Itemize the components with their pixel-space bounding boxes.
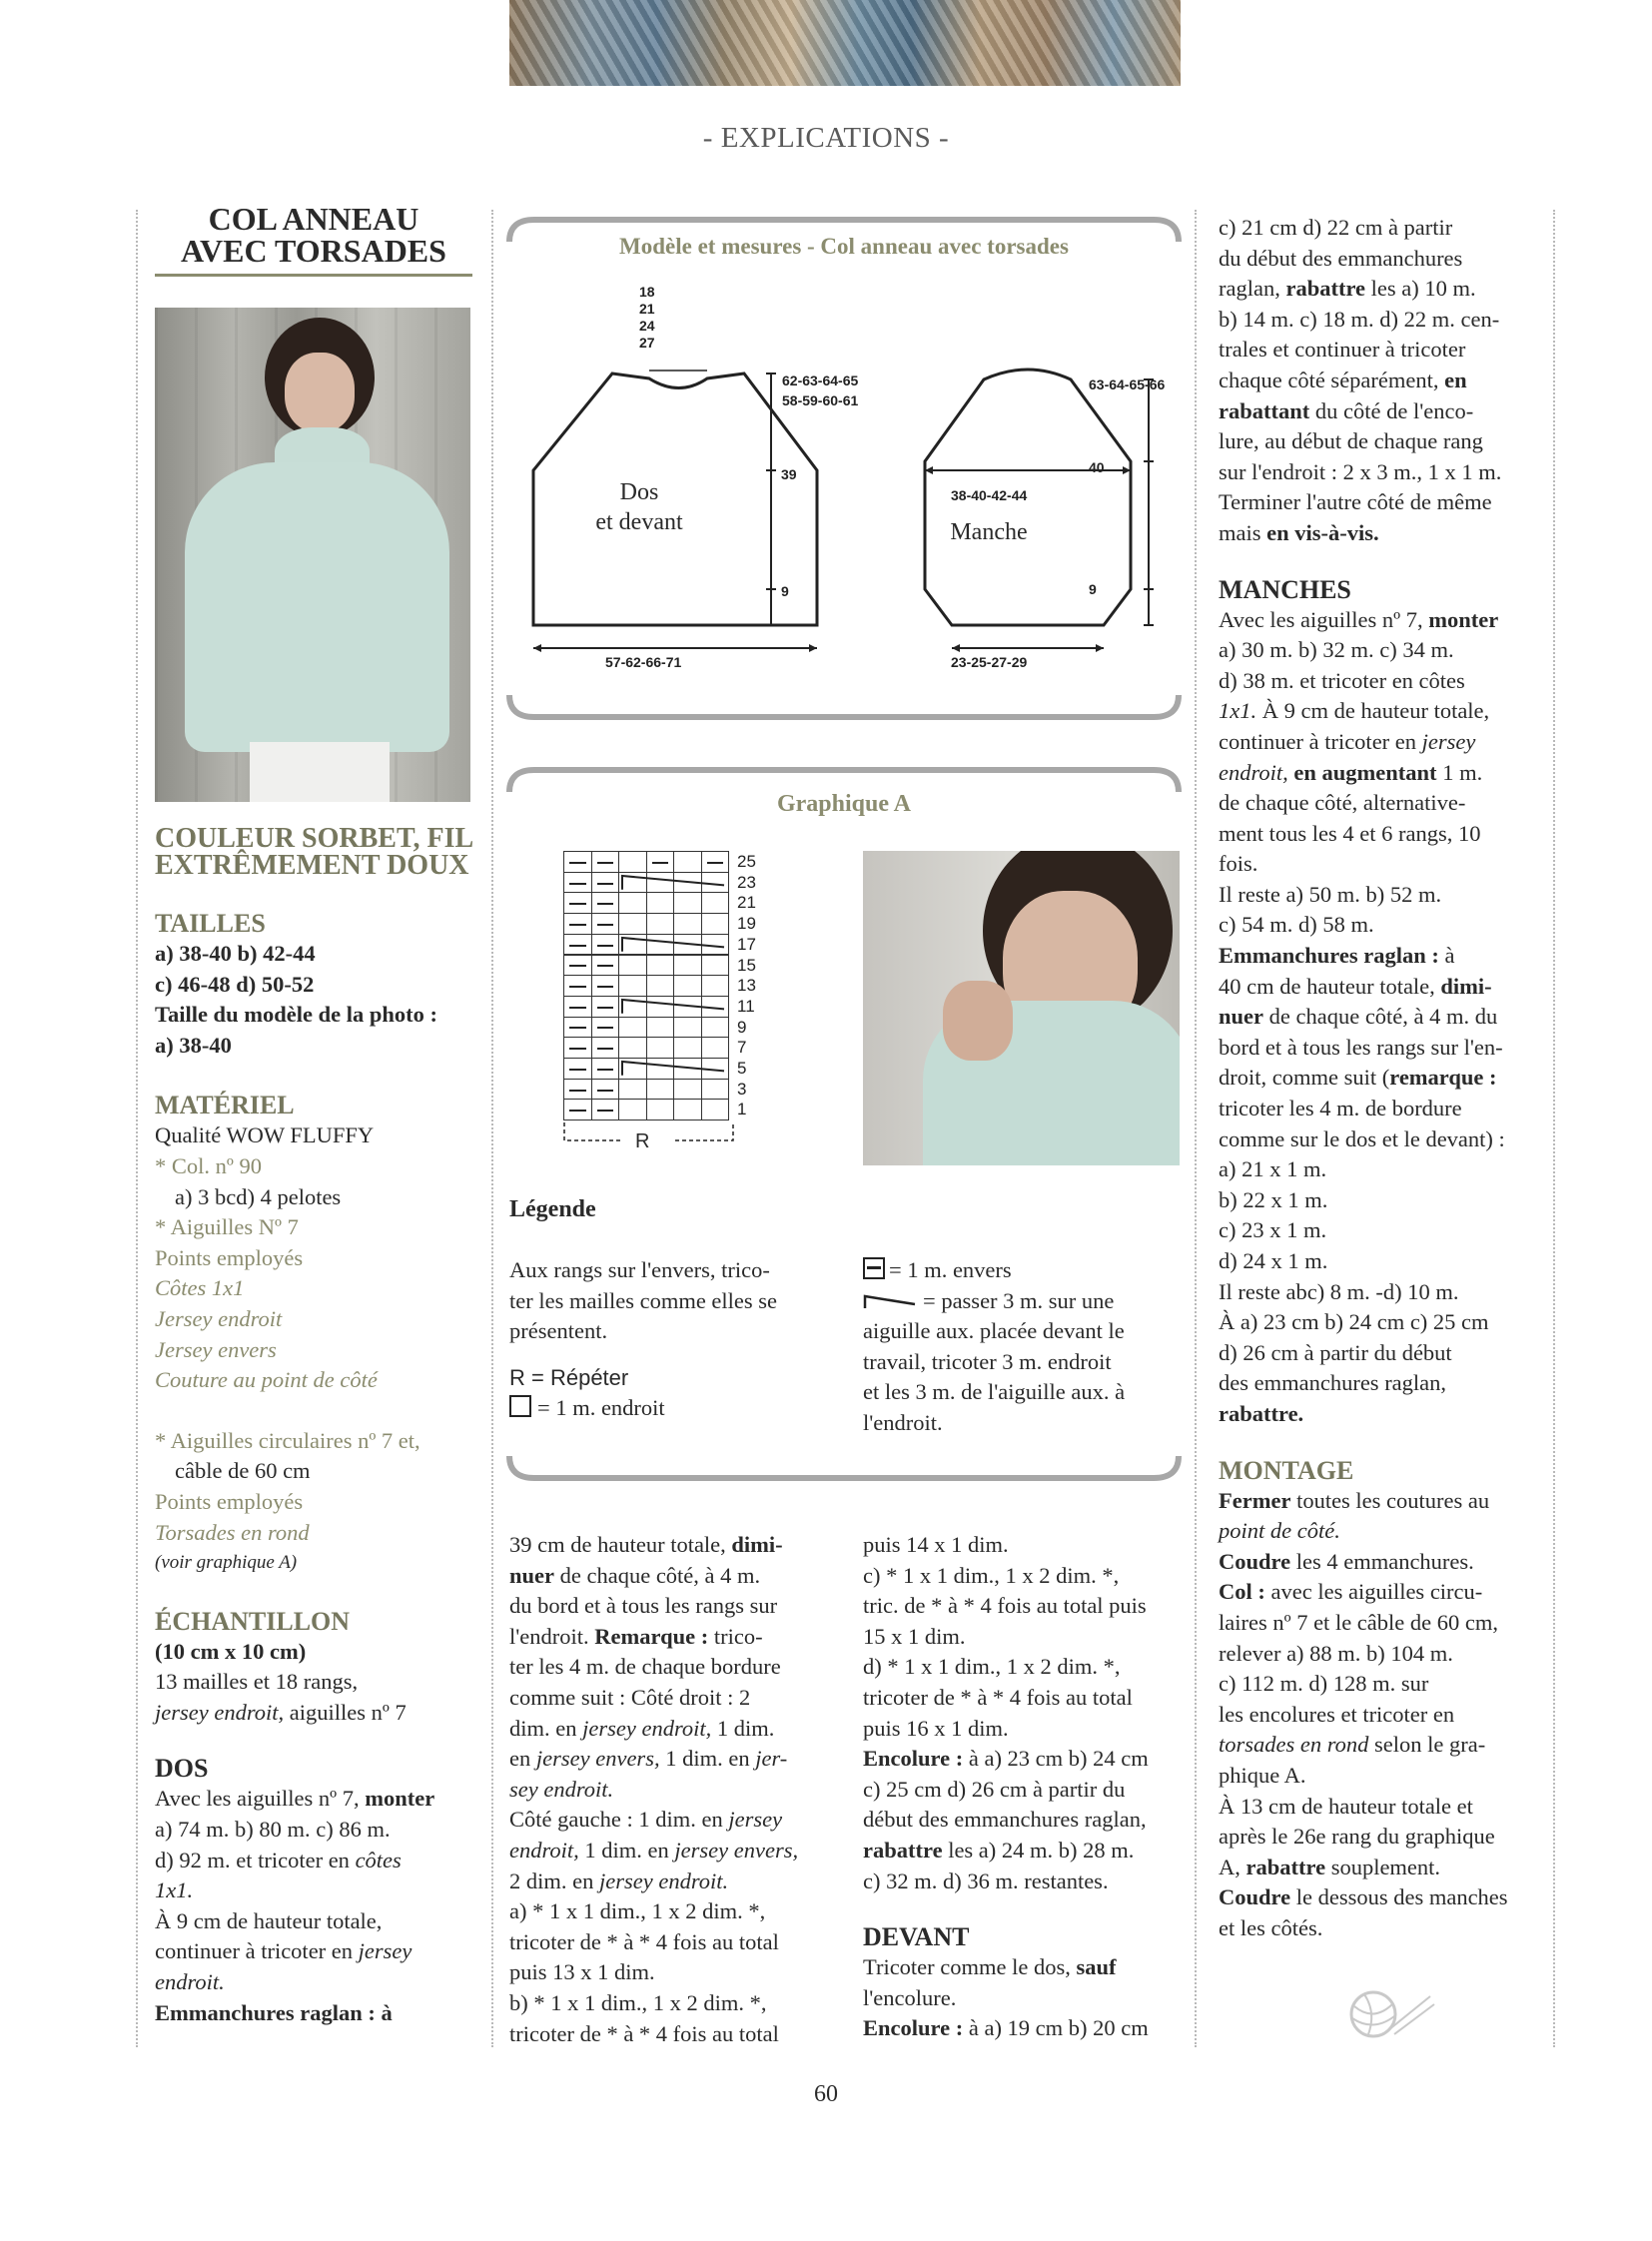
chart-cell xyxy=(618,1037,647,1059)
model-photo xyxy=(155,308,470,802)
purl-mark xyxy=(569,1007,586,1009)
purl-mark xyxy=(597,1027,614,1029)
purl-mark xyxy=(569,924,586,926)
materiel-heading: MATÉRIEL xyxy=(155,1091,295,1120)
chart-row-number: 3 xyxy=(737,1079,747,1099)
sleeve-upper-width-measure: 38-40-42-44 xyxy=(951,487,1028,503)
sleeve-mid-measure: 40 xyxy=(1089,459,1105,475)
legend-right: = 1 m. envers = passer 3 m. sur une aiguille aux. placée devant le travail, tricoter 3 m. endroit et les 3 m. de l'aiguille aux. à l'endroit. xyxy=(863,1257,1126,1435)
purl-mark xyxy=(569,1048,586,1050)
chart-cell xyxy=(563,996,592,1018)
chart-cell xyxy=(591,1099,620,1120)
chart-cell xyxy=(618,913,647,935)
purl-mark xyxy=(597,862,614,864)
chart-cell xyxy=(673,1099,702,1120)
purl-mark xyxy=(597,1007,614,1009)
diagram-title: Modèle et mesures - Col anneau avec torsades xyxy=(619,234,1069,259)
sleeve-top-measure: 63-64-65-66 xyxy=(1089,376,1166,392)
purl-mark xyxy=(569,903,586,905)
sleeve-width-measure: 23-25-27-29 xyxy=(951,654,1028,670)
chart-row-number: 17 xyxy=(737,934,756,954)
chart-cell xyxy=(563,1037,592,1059)
chart-cell xyxy=(673,1017,702,1039)
chart-cell xyxy=(646,1079,675,1101)
cable-stitch-symbol xyxy=(863,1292,919,1310)
col2-text: 39 cm de hauteur totale, dimi- nuer de chaque côté, à 4 m. du bord et à tous les rangs sur l'endroit. Remarque : trico- ter les 4 m. de chaque bordure comme suit : Côté droit : 2 dim. en jersey endroit, 1 dim. en jersey envers, 1 dim. en jer- sey endroit. Côté gauche : 1 dim. en jersey endroit, 1 dim. en jersey envers, 2 dim. en jersey endroit. a) * 1 x 1 dim., 1 x 2 dim. *, tricoter de * à * 4 fois au total puis 13 x 1 dim. b) * 1 x 1 dim., 1 x 2 dim. *, tricoter de * à * 4 fois au total xyxy=(509,1532,799,2046)
purl-mark xyxy=(597,965,614,967)
knit-stitch-symbol xyxy=(509,1395,531,1417)
chart-row-number: 25 xyxy=(737,852,756,871)
chart-cell xyxy=(618,851,647,873)
purl-mark xyxy=(597,903,614,905)
yarn-ball-icon xyxy=(1338,1982,1438,2042)
chart-cell xyxy=(563,934,592,956)
graph-title: Graphique A xyxy=(776,791,912,817)
dos-heading: DOS xyxy=(155,1754,209,1784)
page-number: 60 xyxy=(814,2081,838,2107)
chart-cell xyxy=(673,851,702,873)
purl-mark xyxy=(597,945,614,947)
chart-cell xyxy=(646,1037,675,1059)
title-underline xyxy=(155,274,472,277)
chart-cell xyxy=(646,892,675,914)
body-top-measure-2: 58-59-60-61 xyxy=(782,392,859,408)
neck-measure-2: 21 xyxy=(639,301,655,317)
chart-cell xyxy=(591,934,620,956)
closeup-photo xyxy=(863,851,1180,1165)
chart-cell xyxy=(563,1058,592,1080)
devant-heading: DEVANT xyxy=(863,1922,970,1952)
chart-cell xyxy=(618,1079,647,1101)
body-piece-label: Dos et devant xyxy=(595,479,683,535)
chart-cell xyxy=(591,872,620,894)
chart-cell xyxy=(563,1079,592,1101)
purl-mark xyxy=(597,1110,614,1112)
purl-mark xyxy=(569,945,586,947)
chart-cell xyxy=(591,1058,620,1080)
body-bottom-measure: 9 xyxy=(781,583,789,599)
chart-cell xyxy=(701,1099,730,1120)
sleeve-piece-label: Manche xyxy=(950,519,1028,545)
purl-mark xyxy=(569,1069,586,1071)
chart-cell xyxy=(591,1017,620,1039)
chart-cell xyxy=(701,955,730,977)
purl-mark xyxy=(569,862,586,864)
chart-cell xyxy=(563,851,592,873)
chart-row-number: 11 xyxy=(737,996,755,1016)
purl-stitch-symbol xyxy=(863,1257,885,1279)
chart-row-number: 23 xyxy=(737,872,756,892)
chart-cell xyxy=(701,1037,730,1059)
chart-cell xyxy=(646,913,675,935)
chart-cell xyxy=(563,913,592,935)
chart-row-number: 7 xyxy=(737,1038,747,1058)
purl-mark xyxy=(597,986,614,988)
chart-cell xyxy=(701,851,730,873)
chart-row-number: 9 xyxy=(737,1017,747,1037)
chart-cell xyxy=(591,851,620,873)
chart-cell xyxy=(646,955,675,977)
yarn-texture-banner xyxy=(509,0,1181,86)
neck-measure-4: 27 xyxy=(639,335,655,351)
chart-cell xyxy=(591,996,620,1018)
chart-cell xyxy=(618,892,647,914)
chart-row-number: 19 xyxy=(737,914,756,934)
body-width-measure: 57-62-66-71 xyxy=(605,654,682,670)
chart-row-number: 1 xyxy=(737,1100,747,1120)
chart-cell xyxy=(646,975,675,997)
chart-cell xyxy=(701,913,730,935)
chart-cell xyxy=(646,1099,675,1120)
chart-cell xyxy=(646,1017,675,1039)
chart-row-number: 15 xyxy=(737,955,756,975)
column-rule xyxy=(1195,210,1197,2047)
legend-title: Légende xyxy=(509,1196,596,1222)
purl-mark xyxy=(569,883,586,885)
purl-mark xyxy=(597,883,614,885)
repeat-label: R xyxy=(635,1130,650,1152)
chart-cell xyxy=(618,955,647,977)
montage-heading: MONTAGE xyxy=(1219,1455,1354,1485)
chart-row-number: 21 xyxy=(737,893,756,913)
chart-cell xyxy=(563,1099,592,1120)
measurements-diagram xyxy=(509,275,1189,674)
chart-cell xyxy=(673,913,702,935)
chart-cell xyxy=(673,975,702,997)
col4-text: c) 21 cm d) 22 cm à partir du début des emmanchures raglan, rabattre les a) 10 m. b) 14 m. c) 18 m. d) 22 m. cen- trales et continuer à tricoter chaque côté séparément, en rabattant du côté de l'enco- lure, au début de chaque rang sur l'endroit : 2 x 3 m., 1 x 1 m. Terminer l'autre côté de même mais en vis-à-vis. MANCHES Avec les aiguilles nº 7, monter a) 30 m. b) 32 m. c) 34 m. d) 38 m. et tricoter en côtes 1x1. À 9 cm de hauteur totale, continuer à tricoter en jersey endroit, en augmentant 1 m. de chaque côté, alternative- ment tous les 4 et 6 rangs, 10 fois. Il reste a) 50 m. b) 52 m. c) 54 m. d) 58 m. Emmanchures raglan : à 40 cm de hauteur totale, dimi- nuer de chaque côté, à 4 m. du bord et à tous les rangs sur l'en- droit, comme suit (remarque : tricoter les 4 m. de bordure comme sur le dos et le devant) : a) 21 x 1 m. b) 22 x 1 m. c) 23 x 1 m. d) 24 x 1 m. Il reste abc) 8 m. -d) 10 m. À a) 23 cm b) 24 cm c) 25 cm d) 26 cm à partir du début des emmanchures raglan, rabattre. MONTAGE Fermer toutes les coutures au point de côté. Coudre les 4 emmanchures. Col : avec les aiguilles circu- laires nº 7 et le câble de 60 cm, relever a) 88 m. b) 104 m. c) 112 m. d) 128 m. sur les encolures et tricoter en torsades en rond selon le gra- phique A. À 13 cm de hauteur totale et après le 26e rang du graphique A, rabattre souplement. Coudre le dessous des manches et les côtés. xyxy=(1219,213,1536,1943)
purl-mark xyxy=(569,986,586,988)
cable-mark xyxy=(618,934,728,955)
chart-cell xyxy=(563,975,592,997)
pattern-title: COL ANNEAU AVEC TORSADES xyxy=(181,201,446,269)
chart-cell xyxy=(701,975,730,997)
chart-cell xyxy=(591,892,620,914)
purl-mark xyxy=(707,862,724,864)
column-rule xyxy=(1553,210,1555,2047)
legend-left: Aux rangs sur l'envers, trico- ter les mailles comme elles se présentent. R = Répéter = 1 m. endroit xyxy=(509,1257,778,1421)
bracket-bottom xyxy=(504,1450,1184,1486)
col3-text: puis 14 x 1 dim. c) * 1 x 1 dim., 1 x 2 dim. *, tric. de * à * 4 fois au total puis 15 x 1 dim. d) * 1 x 1 dim., 1 x 2 dim. *, tricoter de * à * 4 fois au total puis 16 x 1 dim. Encolure : à a) 23 cm b) 24 cm c) 25 cm d) 26 cm à partir du début des emmanchures raglan, rabattre les a) 24 m. b) 28 m. c) 32 m. d) 36 m. restantes. DEVANT Tricoter comme le dos, sauf l'encolure. Encolure : à a) 19 cm b) 20 cm xyxy=(863,1530,1181,2044)
echantillon-heading: ÉCHANTILLON xyxy=(155,1606,351,1636)
chart-cell xyxy=(673,1079,702,1101)
neck-measure-1: 18 xyxy=(639,284,655,300)
knitting-chart xyxy=(563,851,733,1120)
purl-mark xyxy=(652,862,669,864)
subtitle: COULEUR SORBET, FIL EXTRÊMEMENT DOUX xyxy=(155,823,474,881)
chart-cell xyxy=(591,1037,620,1059)
chart-cell xyxy=(646,851,675,873)
purl-mark xyxy=(569,1110,586,1112)
cable-mark xyxy=(618,996,728,1017)
sleeve-bottom-measure: 9 xyxy=(1089,581,1097,597)
chart-cell xyxy=(673,955,702,977)
chart-row-numbers xyxy=(735,851,775,1120)
purl-mark xyxy=(569,1090,586,1092)
body-mid-measure: 39 xyxy=(781,466,797,482)
chart-row-number: 13 xyxy=(737,976,756,996)
chart-cell xyxy=(673,892,702,914)
column-rule xyxy=(491,210,493,2047)
cable-mark xyxy=(618,872,728,893)
chart-row-number: 5 xyxy=(737,1059,747,1078)
chart-cell xyxy=(563,955,592,977)
chart-cell xyxy=(618,1017,647,1039)
purl-mark xyxy=(597,924,614,926)
col1-text: COULEUR SORBET, FIL EXTRÊMEMENT DOUX TAILLES a) 38-40 b) 42-44 c) 46-48 d) 50-52 Taille du modèle de la photo : a) 38-40 MATÉRIEL Qualité WOW FLUFFY * Col. nº 90 a) 3 bcd) 4 pelotes * Aiguilles Nº 7 Points employés Côtes 1x1 Jersey endroit Jersey envers Couture au point de côté * Aiguilles circulaires nº 7 et, câble de 60 cm Points employés Torsades en rond (voir graphique A) ÉCHANTILLON (10 cm x 10 cm) 13 mailles et 18 rangs, jersey endroit, aiguilles nº 7 DOS Avec les aiguilles nº 7, monter a) 74 m. b) 80 m. c) 86 m. d) 92 m. et tricoter en côtes 1x1. À 9 cm de hauteur totale, continuer à tricoter en jersey endroit. Emmanchures raglan : à xyxy=(155,825,484,2028)
purl-mark xyxy=(569,965,586,967)
purl-mark xyxy=(569,1027,586,1029)
chart-cell xyxy=(591,913,620,935)
chart-cell xyxy=(563,1017,592,1039)
neck-measure-3: 24 xyxy=(639,318,655,334)
chart-cell xyxy=(618,975,647,997)
column-rule xyxy=(136,210,138,2047)
chart-cell xyxy=(563,892,592,914)
chart-cell xyxy=(591,1079,620,1101)
chart-cell xyxy=(701,1079,730,1101)
purl-mark xyxy=(597,1090,614,1092)
section-header: - EXPLICATIONS - xyxy=(702,122,950,154)
manches-heading: MANCHES xyxy=(1219,574,1351,604)
chart-cell xyxy=(673,1037,702,1059)
bracket-bottom xyxy=(504,689,1184,725)
chart-cell xyxy=(563,872,592,894)
cable-mark xyxy=(618,1058,728,1079)
chart-cell xyxy=(701,1017,730,1039)
purl-mark xyxy=(597,1048,614,1050)
chart-cell xyxy=(591,955,620,977)
body-top-measure-1: 62-63-64-65 xyxy=(782,373,859,388)
chart-cell xyxy=(591,975,620,997)
purl-mark xyxy=(597,1069,614,1071)
tailles-heading: TAILLES xyxy=(155,909,266,938)
chart-cell xyxy=(618,1099,647,1120)
chart-cell xyxy=(701,892,730,914)
